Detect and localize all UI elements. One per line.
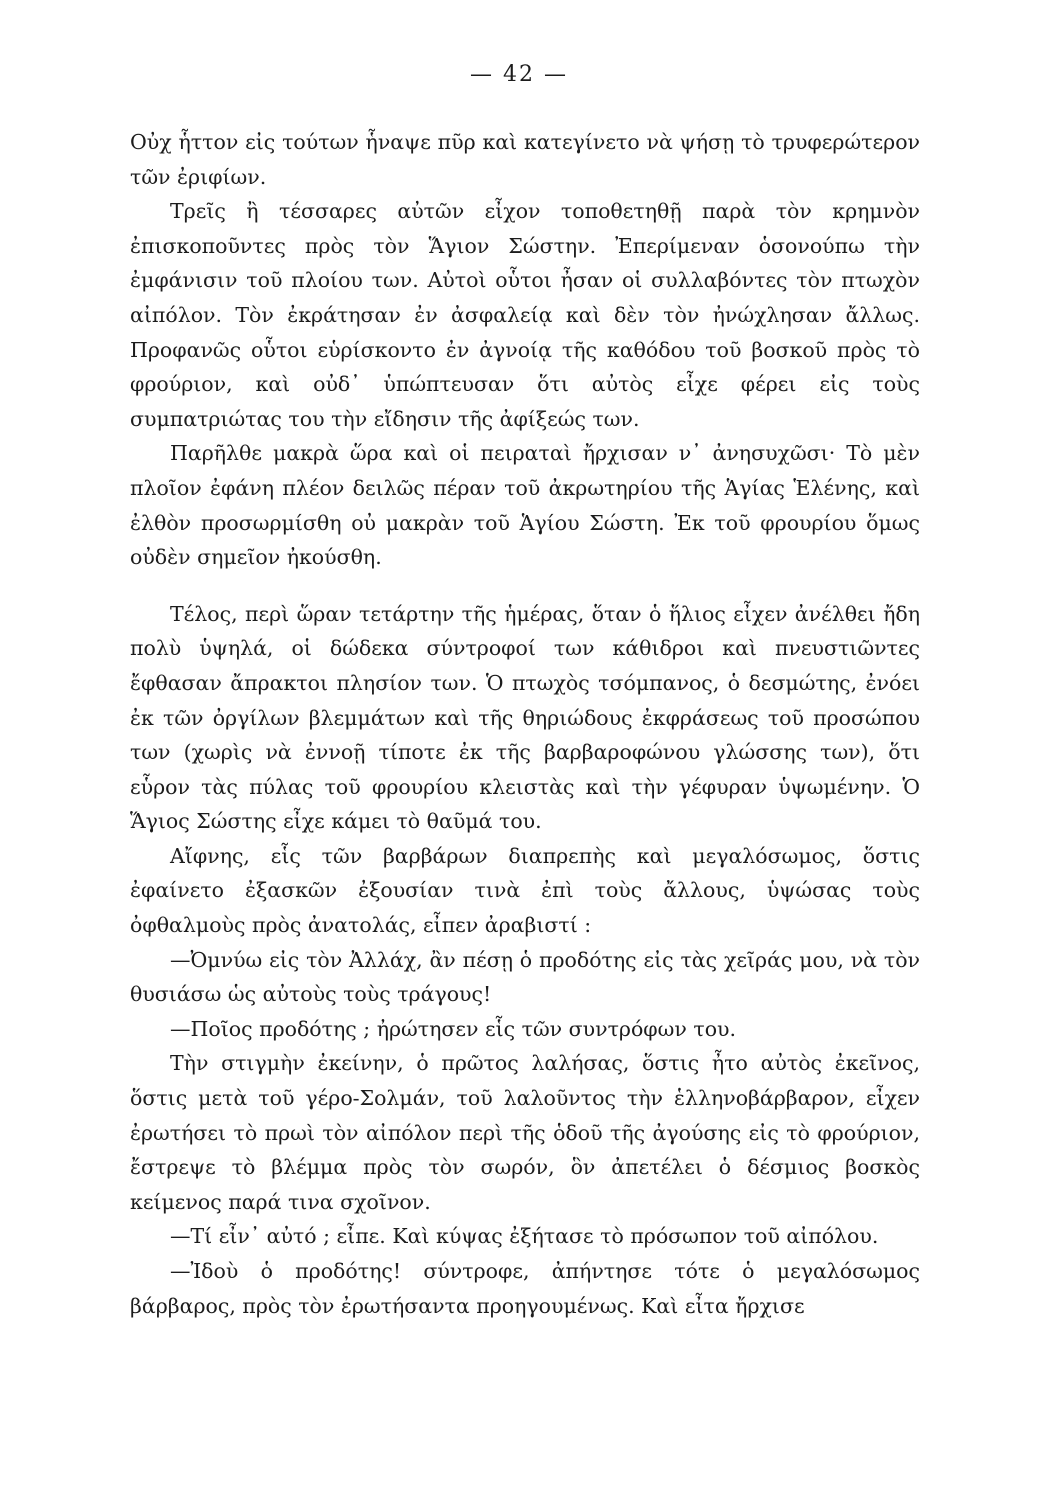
page-body bbox=[130, 125, 920, 1323]
paragraph-5: Αἴφνης, εἷς τῶν βαρβάρων διαπρεπὴς καὶ μεγαλόσωμος, ὅστις ἐφαίνετο ἐξασκῶν ἐξουσίαν τινὰ ἐπὶ τοὺς ἄλλους, ὑψώσας τοὺς ὀφθαλμοὺς πρὸς ἀνατολάς, εἶπεν ἀραβιστί : bbox=[130, 843, 920, 938]
paragraph-4: Τέλος, περὶ ὥραν τετάρτην τῆς ἡμέρας, ὅταν ὁ ἥλιος εἶχεν ἀνέλθει ἤδη πολὺ ὑψηλά, οἱ δώδεκα σύντροφοί των κάθιδροι καὶ πνευστιῶντες ἔφθασαν ἄπρακτοι πλησίον των. Ὁ πτωχὸς τσόμπανος, ὁ δεσμώτης, ἐνόει ἐκ τῶν ὀργίλων βλεμμάτων καὶ τῆς θηριώδους ἐκφράσεως τοῦ προσώπου των (χωρὶς νὰ ἐννοῇ τίποτε ἐκ τῆς βαρβαροφώνου γλώσσης των), ὅτι εὗρον τὰς πύλας τοῦ φρουρίου κλειστὰς καὶ τὴν γέφυραν ὑψωμένην. Ὁ Ἅγιος Σώστης εἶχε κάμει τὸ θαῦμά του. bbox=[130, 601, 920, 834]
paragraph-6: Τὴν στιγμὴν ἐκείνην, ὁ πρῶτος λαλήσας, ὅστις ἦτο αὐτὸς ἐκεῖνος, ὅστις μετὰ τοῦ γέρο-Σολμάν, τοῦ λαλοῦντος τὴν ἑλληνοβάρβαρον, εἶχεν ἐρωτήσει τὸ πρωὶ τὸν αἰπόλον περὶ τῆς ὁδοῦ τῆς ἀγούσης εἰς τὸ φρούριον, ἔστρεψε τὸ βλέμμα πρὸς τὸν σωρόν, ὃν ἀπετέλει ὁ δέσμιος βοσκὸς κείμενος παρά τινα σχοῖνον. bbox=[130, 1051, 920, 1214]
dialogue-line-3: —Τί εἶν᾽ αὐτό ; εἶπε. Καὶ κύψας ἐξήτασε τὸ πρόσωπον τοῦ αἰπόλου. bbox=[170, 1224, 879, 1249]
dialogue-line-1: —Ὀμνύω εἰς τὸν Ἀλλάχ, ἂν πέσῃ ὁ προδότης εἰς τὰς χεῖράς μου, νὰ τὸν θυσιάσω ὡς αὐτοὺς τοὺς τράγους! bbox=[130, 947, 920, 1007]
paragraph-2: Τρεῖς ἢ τέσσαρες αὐτῶν εἶχον τοποθετηθῇ παρὰ τὸν κρημνὸν ἐπισκοποῦντες πρὸς τὸν Ἅγιον Σώστην. Ἐπερίμεναν ὁσονούπω τὴν ἐμφάνισιν τοῦ πλοίου των. Αὐτοὶ οὗτοι ἦσαν οἱ συλλαβόντες τὸν πτωχὸν αἰπόλον. Τὸν ἐκράτησαν ἐν ἀσφαλείᾳ καὶ δὲν τὸν ἠνώχλησαν ἄλλως. Προφανῶς οὗτοι εὑρίσκοντο ἐν ἀγνοίᾳ τῆς καθόδου τοῦ βοσκοῦ πρὸς τὸ φρούριον, καὶ οὐδ᾽ ὑπώπτευσαν ὅτι αὐτὸς εἶχε φέρει εἰς τοὺς συμπατριώτας του τὴν εἴδησιν τῆς ἀφίξεώς των. bbox=[130, 199, 920, 431]
page-number: — 42 — bbox=[470, 62, 568, 87]
dialogue-line-2: —Ποῖος προδότης ; ἠρώτησεν εἷς τῶν συντρόφων του. bbox=[170, 1016, 737, 1041]
paragraph-3: Παρῆλθε μακρὰ ὥρα καὶ οἱ πειραταὶ ἤρχισαν ν᾽ ἀνησυχῶσι· Τὸ μὲν πλοῖον ἐφάνη πλέον δειλῶς πέραν τοῦ ἀκρωτηρίου τῆς Ἁγίας Ἑλένης, καὶ ἐλθὸν προσωρμίσθη οὐ μακρὰν τοῦ Ἁγίου Σώστη. Ἐκ τοῦ φρουρίου ὅμως οὐδὲν σημεῖον ἠκούσθη. bbox=[130, 441, 920, 570]
dialogue-line-4: —Ἰδοὺ ὁ προδότης! σύντροφε, ἀπήντησε τότε ὁ μεγαλόσωμος βάρβαρος, πρὸς τὸν ἐρωτήσαντα προηγουμένως. Καὶ εἶτα ἤρχισε bbox=[130, 1259, 920, 1318]
paragraph-1: Οὐχ ἧττον εἰς τούτων ἧναψε πῦρ καὶ κατεγίνετο νὰ ψήσῃ τὸ τρυφερώτερον τῶν ἐριφίων. bbox=[130, 130, 920, 189]
